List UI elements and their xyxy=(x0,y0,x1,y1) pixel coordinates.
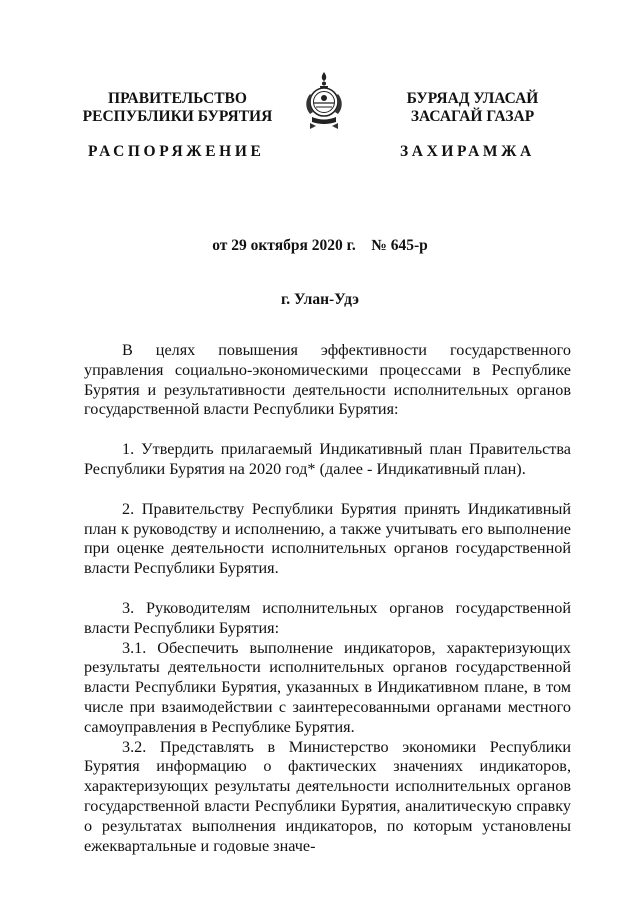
paragraph-preamble: В целях повышения эффективности государственного управления социально-экономическими процессами в Республике Бурятия и результативности деятельности исполнительных органов государственной власти Республики Бурятия: xyxy=(84,341,571,419)
coat-of-arms-buryatia-icon xyxy=(300,70,348,132)
paragraph-item-3-2: 3.2. Представлять в Министерство экономики Республики Бурятия информацию о фактических значениях индикаторов, характеризующих результаты деятельности исполнительных органов государственной власти Республики Бурятия, аналитическую справку о результатах выполнения индикаторов, по которым установлены ежеквартальные и годовые значе- xyxy=(84,737,571,855)
doc-type-buryat: ЗАХИРАМЖА xyxy=(400,143,535,160)
org-name-ru-line-2: РЕСПУБЛИКИ БУРЯТИЯ xyxy=(82,108,273,125)
document-body xyxy=(84,341,571,856)
paragraph-item-2: 2. Правительству Республики Бурятия принять Индикативный план к руководству и исполнению, а также учитывать его выполнение при оценке деятельности исполнительных органов государственной власти Республики Бурятия. xyxy=(84,499,571,578)
org-name-bu-line-2: ЗАСАГАЙ ГАЗАР xyxy=(410,108,535,125)
doc-type-russian: РАСПОРЯЖЕНИЕ xyxy=(88,143,265,160)
document-date-number: от 29 октября 2020 г. № 645-р xyxy=(212,237,428,254)
org-name-bu-line-1: БУРЯАД УЛАСАЙ xyxy=(406,90,539,107)
org-name-buryat xyxy=(370,90,575,126)
org-name-ru-line-1: ПРАВИТЕЛЬСТВО xyxy=(108,90,247,107)
paragraph-item-3: 3. Руководителям исполнительных органов государственной власти Республики Бурятия: xyxy=(84,598,571,637)
paragraph-item-1: 1. Утвердить прилагаемый Индикативный план Правительства Республики Бурятия на 2020 год* (далее - Индикативный план). xyxy=(84,440,571,478)
document-city: г. Улан-Удэ xyxy=(280,291,359,308)
paragraph-item-3-1: 3.1. Обеспечить выполнение индикаторов, характеризующих результаты деятельности исполнительных органов государственной власти Республики Бурятия, указанных в Индикативном плане, в том числе при взаимодействии с заинтересованными органами местного самоуправления в Республике Бурятия. xyxy=(84,638,571,736)
org-name-russian xyxy=(70,90,285,126)
